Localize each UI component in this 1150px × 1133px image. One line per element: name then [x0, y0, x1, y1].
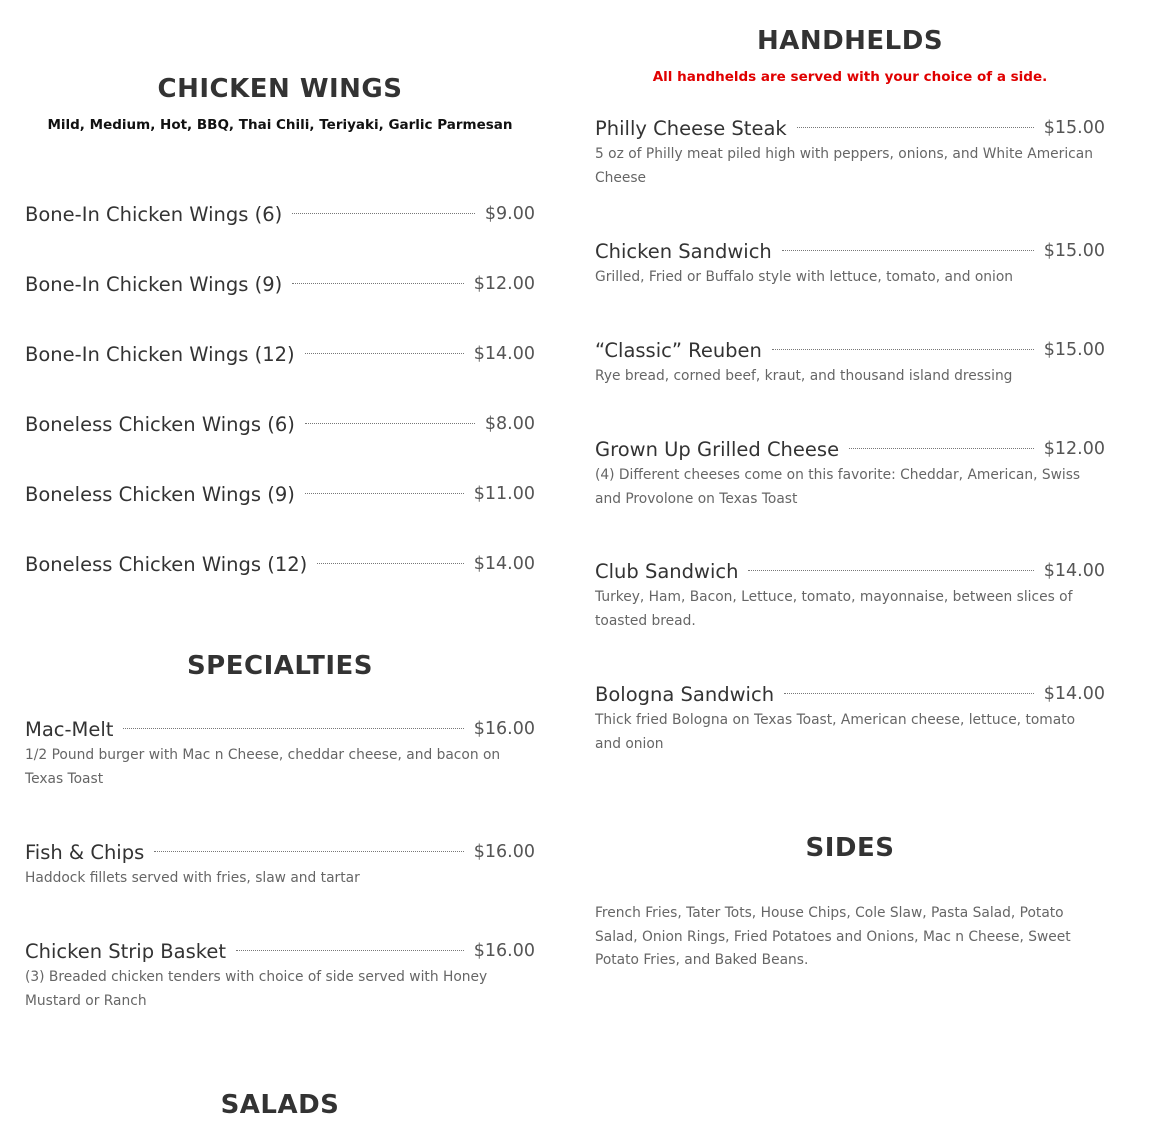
section-title-handhelds: HANDHELDS — [756, 26, 944, 56]
menu-item-row — [25, 716, 535, 742]
menu-item-row — [25, 271, 535, 297]
menu-item-row — [595, 115, 1105, 141]
menu-item-description: 1/2 Pound burger with Mac n Cheese, cheddar cheese, and bacon on Texas Toast — [25, 747, 501, 787]
menu-item — [595, 115, 1105, 190]
menu-item-price: $15.00 — [1043, 340, 1105, 360]
menu-item — [595, 558, 1105, 633]
menu-item — [25, 411, 535, 437]
menu-item-name: Grown Up Grilled Cheese — [595, 437, 840, 461]
menu-item — [595, 337, 1105, 389]
menu-item-price: $14.00 — [1043, 561, 1105, 581]
menu-item — [25, 839, 535, 891]
menu-item-name: Mac-Melt — [25, 717, 114, 741]
menu-item-name: Boneless Chicken Wings (6) — [25, 412, 295, 436]
menu-item-description: Haddock fillets served with fries, slaw and tartar — [25, 870, 360, 886]
menu-item-price: $15.00 — [1043, 118, 1105, 138]
dotted-leader — [305, 353, 464, 354]
dotted-leader — [784, 693, 1034, 694]
dotted-leader — [797, 127, 1034, 128]
menu-item-price: $12.00 — [473, 274, 535, 294]
menu-item-row — [595, 558, 1105, 584]
section-title-sides: SIDES — [805, 833, 895, 863]
dotted-leader — [772, 349, 1034, 350]
dotted-leader — [236, 950, 464, 951]
sides-list: French Fries, Tater Tots, House Chips, Cole Slaw, Pasta Salad, Potato Salad, Onion Rings, Fried Potatoes and Onions, Mac n Cheese, Sweet Potato Fries, and Baked Beans. — [595, 905, 1071, 968]
menu-item-row — [25, 481, 535, 507]
menu-item-name: Bone-In Chicken Wings (6) — [25, 202, 283, 226]
menu-item-price: $16.00 — [473, 719, 535, 739]
menu-item-description: (3) Breaded chicken tenders with choice of side served with Honey Mustard or Ranch — [25, 969, 488, 1009]
menu-item-description: Rye bread, corned beef, kraut, and thousand island dressing — [595, 368, 1013, 384]
menu-item-description: 5 oz of Philly meat piled high with peppers, onions, and White American Cheese — [595, 146, 1093, 186]
menu-item — [25, 938, 535, 1013]
menu-item-price: $16.00 — [473, 941, 535, 961]
menu-item-name: Chicken Sandwich — [595, 239, 772, 263]
dotted-leader — [305, 493, 464, 494]
menu-item — [25, 271, 535, 297]
menu-item-price: $14.00 — [473, 344, 535, 364]
menu-item-name: Fish & Chips — [25, 840, 145, 864]
menu-item-row — [595, 681, 1105, 707]
menu-item-row — [595, 337, 1105, 363]
menu-item-description: Thick fried Bologna on Texas Toast, American cheese, lettuce, tomato and onion — [595, 712, 1076, 752]
menu-item-price: $14.00 — [473, 554, 535, 574]
menu-item — [25, 551, 535, 577]
dotted-leader — [782, 250, 1034, 251]
dotted-leader — [154, 851, 463, 852]
menu-item-price: $9.00 — [484, 204, 535, 224]
menu-item-name: Chicken Strip Basket — [25, 939, 227, 963]
menu-item-name: Bologna Sandwich — [595, 682, 775, 706]
menu-item-description: (4) Different cheeses come on this favorite: Cheddar, American, Swiss and Provolone on Texas Toast — [595, 467, 1081, 507]
menu-item-row — [25, 201, 535, 227]
menu-item-row — [25, 551, 535, 577]
menu-item — [595, 681, 1105, 756]
dotted-leader — [748, 570, 1033, 571]
menu-item-name: Bone-In Chicken Wings (9) — [25, 272, 283, 296]
menu-item-row — [595, 238, 1105, 264]
menu-item-row — [25, 938, 535, 964]
menu-item-name: Boneless Chicken Wings (12) — [25, 552, 308, 576]
menu-item — [595, 238, 1105, 290]
menu-item-row — [25, 341, 535, 367]
section-title-chicken-wings: CHICKEN WINGS — [157, 74, 403, 104]
menu-item-price: $15.00 — [1043, 241, 1105, 261]
menu-item-price: $8.00 — [484, 414, 535, 434]
menu-item — [25, 481, 535, 507]
menu-item-name: Philly Cheese Steak — [595, 116, 787, 140]
section-title-specialties: SPECIALTIES — [186, 651, 374, 681]
handhelds-note: All handhelds are served with your choice of a side. — [652, 69, 1048, 85]
menu-item-price: $11.00 — [473, 484, 535, 504]
menu-item-row — [25, 411, 535, 437]
menu-item — [25, 201, 535, 227]
dotted-leader — [292, 283, 464, 284]
dotted-leader — [317, 563, 464, 564]
menu-item — [595, 436, 1105, 511]
menu-item — [25, 341, 535, 367]
menu-item-price: $12.00 — [1043, 439, 1105, 459]
dotted-leader — [849, 448, 1034, 449]
menu-item-row — [25, 839, 535, 865]
menu-item-price: $16.00 — [473, 842, 535, 862]
dotted-leader — [305, 423, 475, 424]
menu-item-name: Boneless Chicken Wings (9) — [25, 482, 295, 506]
menu-item-price: $14.00 — [1043, 684, 1105, 704]
menu-item-row — [595, 436, 1105, 462]
menu-item-description: Turkey, Ham, Bacon, Lettuce, tomato, mayonnaise, between slices of toasted bread. — [595, 589, 1073, 629]
menu-item-name: Club Sandwich — [595, 559, 739, 583]
menu-item-name: Bone-In Chicken Wings (12) — [25, 342, 295, 366]
dotted-leader — [292, 213, 475, 214]
menu-item-description: Grilled, Fried or Buffalo style with lettuce, tomato, and onion — [595, 269, 1014, 285]
menu-item-name: “Classic” Reuben — [595, 338, 762, 362]
wing-flavors: Mild, Medium, Hot, BBQ, Thai Chili, Teriyaki, Garlic Parmesan — [47, 117, 513, 133]
dotted-leader — [123, 728, 463, 729]
section-title-salads: SALADS — [220, 1090, 340, 1120]
menu-item — [25, 716, 535, 791]
